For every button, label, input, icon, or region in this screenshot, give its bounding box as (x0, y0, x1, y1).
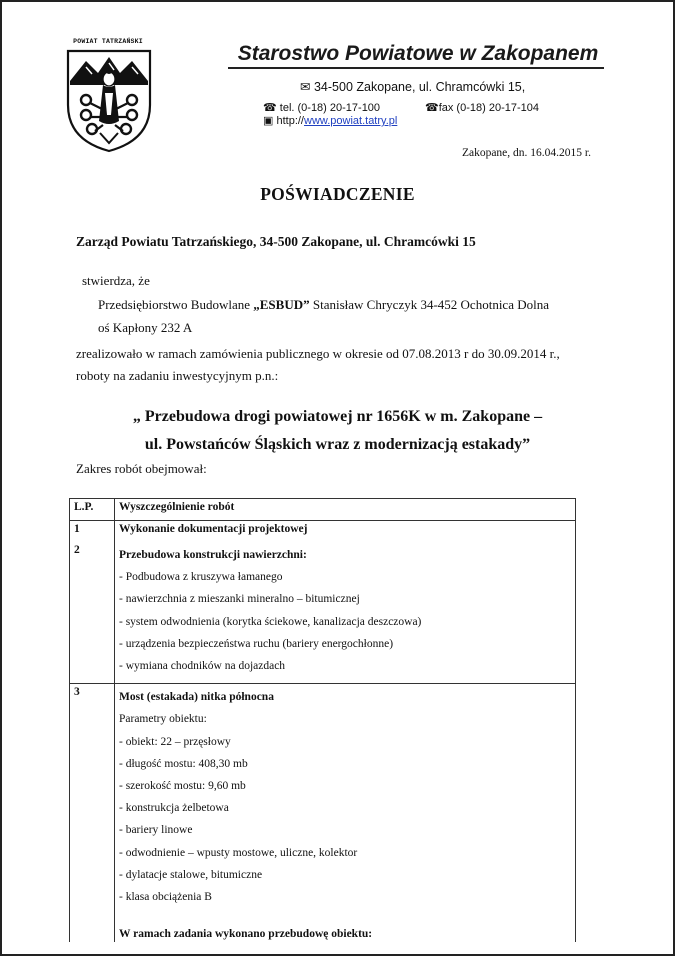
table-row (70, 684, 576, 943)
list-item: - dylatacje stalowe, bitumiczne (119, 868, 263, 881)
web-contact (263, 114, 397, 127)
list-item: - bariery linowe (119, 824, 193, 837)
list-item: - system odwodnienia (korytka ściekowe, kanalizacja deszczowa) (119, 615, 422, 628)
coat-of-arms-label: POWIAT TATRZAŃSKI (73, 38, 143, 45)
row-lp: 1 (70, 521, 115, 543)
table-row (70, 542, 576, 684)
row-title: Most (estakada) nitka północna (119, 691, 274, 704)
table-header (70, 499, 576, 521)
header-rule (228, 67, 604, 69)
fax-text: fax (0-18) 20-17-104 (438, 102, 539, 114)
issuer: Zarząd Powiatu Tatrzańskiego, 34-500 Zakopane, ul. Chramcówki 15 (76, 234, 476, 249)
fax-contact (425, 101, 539, 114)
phone-text: tel. (0-18) 20-17-100 (279, 102, 381, 114)
coat-of-arms (64, 38, 154, 160)
document-title: POŚWIADCZENIE (260, 184, 415, 204)
row-title: Przebudowa konstrukcji nawierzchni: (119, 549, 307, 561)
coat-of-arms-shield-icon (64, 45, 154, 155)
contractor-line (98, 297, 549, 313)
contractor-prefix: Przedsiębiorstwo Budowlane (98, 297, 254, 312)
task-text: roboty na zadaniu inwestycyjnym p.n.: (76, 368, 279, 383)
list-item: - Podbudowa z kruszywa łamanego (119, 571, 283, 584)
project-title-line1: „ Przebudowa drogi powiatowej nr 1656K w m. Zakopane – (132, 408, 543, 425)
computer-icon: ▣ (263, 115, 274, 127)
office-name: Starostwo Powiatowe w Zakopanem (237, 42, 599, 65)
table-row (70, 521, 576, 543)
phone-contact (263, 101, 380, 114)
project-title-line2: ul. Powstańców Śląskich wraz z modernizacją estakady” (144, 436, 531, 453)
header-lp: L.P. (70, 499, 115, 521)
web-link[interactable]: www.powiat.tatry.pl (304, 115, 398, 127)
list-item: - nawierzchnia z mieszanki mineralno – bitumicznej (119, 593, 360, 606)
contractor-name: „ESBUD” (253, 297, 310, 312)
list-item: - wymiana chodników na dojazdach (119, 660, 286, 673)
envelope-icon: ✉ (300, 80, 311, 94)
list-item: Parametry obiektu: (119, 713, 207, 726)
header-desc: Wyszczególnienie robót (115, 499, 576, 521)
works-table (69, 498, 576, 942)
web-prefix: http:// (276, 115, 304, 127)
row-footer: W ramach zadania wykonano przebudowę obiektu: (119, 928, 373, 941)
row-title: Wykonanie dokumentacji projektowej (115, 521, 576, 543)
row-lp: 3 (70, 684, 115, 943)
list-item: - obiekt: 22 – przęsłowy (119, 735, 231, 748)
fax-icon: ☎ (425, 102, 439, 114)
row-lp: 2 (70, 542, 115, 684)
address-text: 34-500 Zakopane, ul. Chramcówki 15, (313, 80, 526, 94)
list-item: - szerokość mostu: 9,60 mb (119, 780, 246, 793)
list-item: - długość mostu: 408,30 mb (119, 757, 248, 770)
contractor-address: oś Kapłony 232 A (98, 320, 193, 335)
realized-text: zrealizowało w ramach zamówienia publicznego w okresie od 07.08.2013 r do 30.09.2014 r., (76, 346, 560, 361)
office-address (300, 79, 525, 94)
list-item: - klasa obciążenia B (119, 891, 212, 904)
document-date: Zakopane, dn. 16.04.2015 r. (461, 147, 591, 159)
list-item: - odwodnienie – wpusty mostowe, uliczne, kolektor (119, 846, 358, 859)
scope-text: Zakres robót obejmował: (76, 461, 207, 476)
list-item: - urządzenia bezpieczeństwa ruchu (bariery energochłonne) (119, 637, 394, 650)
states-text: stwierdza, że (82, 273, 150, 288)
phone-icon: ☎ (263, 102, 277, 114)
list-item: - konstrukcja żelbetowa (119, 802, 229, 815)
contractor-suffix: Stanisław Chryczyk 34-452 Ochotnica Dolna (309, 297, 549, 312)
